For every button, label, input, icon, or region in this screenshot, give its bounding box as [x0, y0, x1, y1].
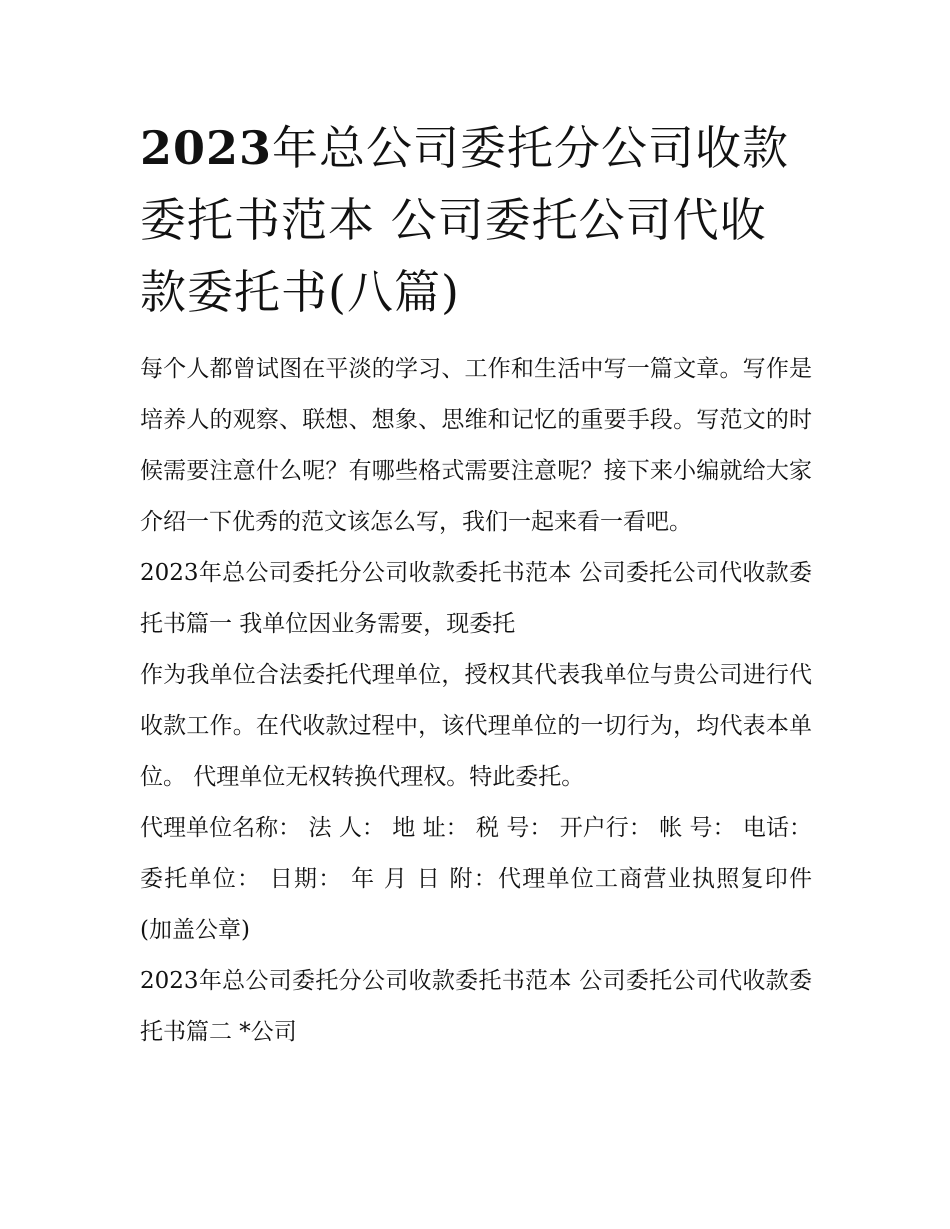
- title-text: 年总公司委托分公司收款委托书范本 公司委托公司代收款委托书(八篇): [140, 121, 790, 319]
- section-two-heading: 2023年总公司委托分公司收款委托书范本 公司委托公司代收款委托书篇二 *公司: [140, 968, 812, 1045]
- authorization-paragraph: 作为我单位合法委托代理单位，授权其代表我单位与贵公司进行代收款工作。在代收款过程中，该代理单位的一切行为，均代表本单位。 代理单位无权转换代理权。特此委托。: [140, 662, 812, 790]
- intro-paragraph: 每个人都曾试图在平淡的学习、工作和生活中写一篇文章。写作是培养人的观察、联想、想象、思维和记忆的重要手段。写范文的时候需要注意什么呢？有哪些格式需要注意呢？接下来小编就给大家介绍一下优秀的范文该怎么写，我们一起来看一看吧。: [140, 356, 812, 535]
- title-year: 2023: [140, 121, 273, 175]
- document-page: [140, 112, 812, 1058]
- section-one-heading: 2023年总公司委托分公司收款委托书范本 公司委托公司代收款委托书篇一 我单位因业务需要，现委托: [140, 560, 812, 637]
- agent-fields-paragraph: 代理单位名称： 法 人： 地 址： 税 号： 开户行： 帐 号： 电话： 委托单位： 日期： 年 月 日 附：代理单位工商营业执照复印件 (加盖公章): [140, 815, 812, 943]
- document-title: [140, 112, 812, 328]
